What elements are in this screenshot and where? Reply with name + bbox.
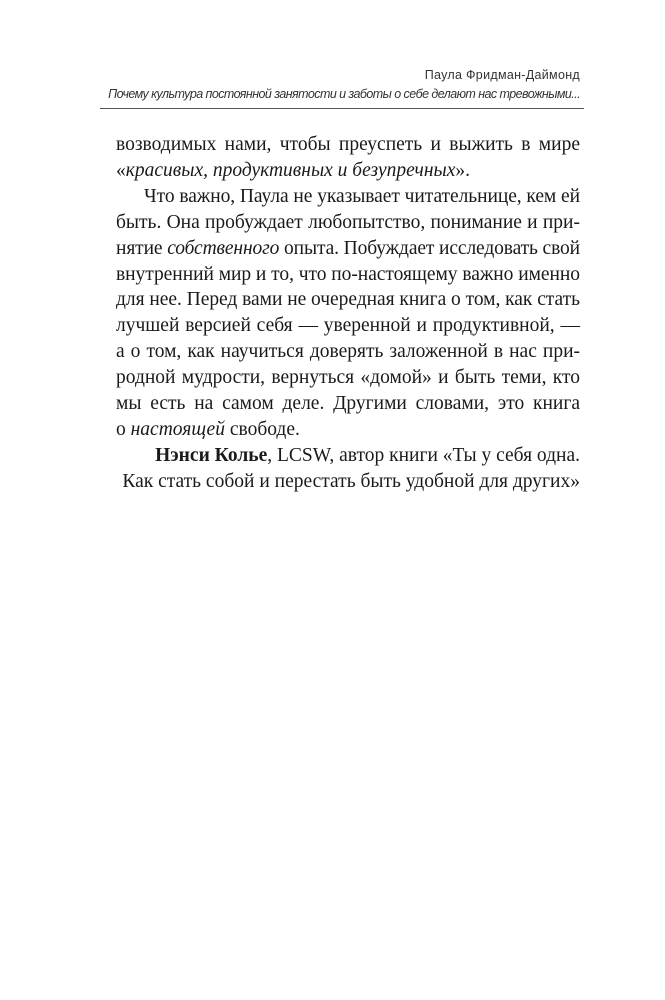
close-quote: ».: [455, 159, 470, 181]
open-quote: «: [116, 159, 126, 181]
text-line: внутренний мир и то, что по-настоящему важно именно: [116, 263, 580, 285]
text-line: родной мудрости, вернуться «домой» и быть теми, кто: [116, 367, 580, 389]
text-fragment: свободе.: [224, 418, 300, 440]
attribution-line: Как стать собой и перестать быть удобной для других»: [122, 470, 580, 492]
attribution: [116, 443, 580, 495]
italic-word: собственного: [167, 237, 280, 259]
text-line: быть. Она пробуждает любопытство, понимание и при-: [116, 211, 580, 233]
attribution-line: [116, 443, 580, 469]
text-line: для нее. Перед вами не очередная книга о том, как стать: [116, 289, 580, 311]
running-head: [100, 66, 580, 104]
text-line: возводимых нами, чтобы преуспеть и выжить в мире: [116, 134, 580, 155]
running-head-author: Паула Фридман-Даймонд: [424, 68, 580, 82]
text-line: [116, 417, 580, 443]
running-head-book-title: Почему культура постоянной занятости и заботы о себе делают нас тревожными...: [108, 87, 580, 101]
text-line: [116, 158, 580, 184]
attribution-name: Нэнси Колье: [155, 444, 268, 466]
text-fragment: о: [116, 418, 131, 440]
paragraph-1: [116, 132, 580, 184]
body-text: [116, 132, 580, 495]
text-line: [116, 236, 580, 262]
italic-word: настоящей: [130, 418, 225, 440]
text-line: мы есть на самом деле. Другими словами, это книга: [116, 393, 580, 415]
text-fragment: нятие: [116, 237, 168, 259]
attribution-text: , LCSW, автор книги «Ты у себя одна.: [267, 444, 580, 466]
text-line: а о том, как научиться доверять заложенной в нас при-: [116, 341, 580, 363]
italic-phrase: красивых, продуктивных и безупречных: [125, 159, 456, 181]
header-rule: [100, 108, 584, 109]
text-fragment: опыта. Побуждает исследовать свой: [279, 237, 580, 259]
text-line: Что важно, Паула не указывает читательнице, кем ей: [144, 185, 580, 207]
paragraph-2: [116, 184, 580, 443]
text-line: лучшей версией себя — уверенной и продуктивной, —: [116, 315, 580, 337]
